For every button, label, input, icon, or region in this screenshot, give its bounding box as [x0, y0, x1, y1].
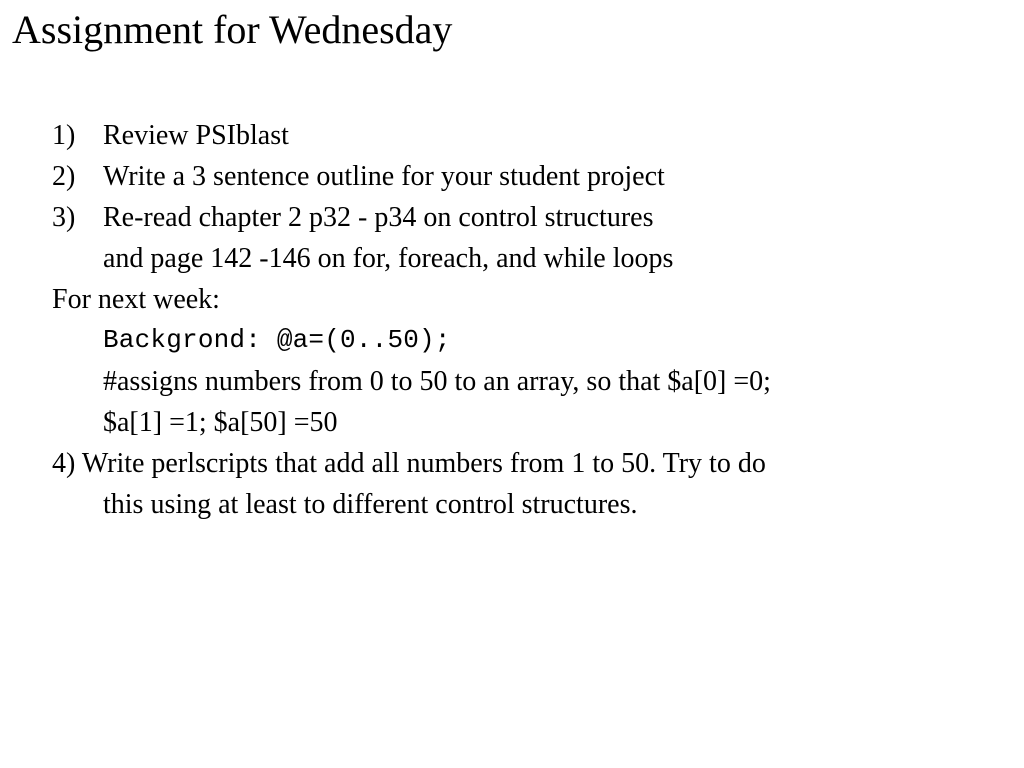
- comment-line-1: [52, 361, 1002, 402]
- next-week-heading: For next week:: [52, 284, 220, 315]
- code-line: [52, 320, 1002, 361]
- code-snippet: Backgrond: @a=(0..50);: [103, 325, 451, 355]
- comment-text: #assigns numbers from 0 to 50 to an array, so that $a[0] =0;: [103, 366, 771, 397]
- comment-line-2: [52, 402, 1002, 443]
- list-item-3: [52, 197, 1002, 238]
- item-continuation-text: this using at least to different control structures.: [103, 489, 638, 520]
- item-text: 4) Write perlscripts that add all numbers from 1 to 50. Try to do: [52, 448, 766, 479]
- item-number: 1): [52, 120, 76, 151]
- next-week-heading-line: [52, 279, 1002, 320]
- slide-body: [52, 115, 1002, 525]
- item-text: Write a 3 sentence outline for your student project: [103, 161, 665, 192]
- item-number: 3): [52, 202, 76, 233]
- item-text: Review PSIblast: [103, 120, 289, 151]
- item-number: 2): [52, 161, 76, 192]
- list-item-2: [52, 156, 1002, 197]
- list-item-4: [52, 443, 1002, 484]
- slide-title: Assignment for Wednesday: [12, 7, 453, 52]
- list-item-4-continuation: [52, 484, 1002, 525]
- item-continuation-text: and page 142 -146 on for, foreach, and while loops: [103, 243, 674, 274]
- item-text: Re-read chapter 2 p32 - p34 on control structures: [103, 202, 654, 233]
- list-item-1: [52, 115, 1002, 156]
- comment-text: $a[1] =1; $a[50] =50: [103, 407, 338, 438]
- list-item-3-continuation: [52, 238, 1002, 279]
